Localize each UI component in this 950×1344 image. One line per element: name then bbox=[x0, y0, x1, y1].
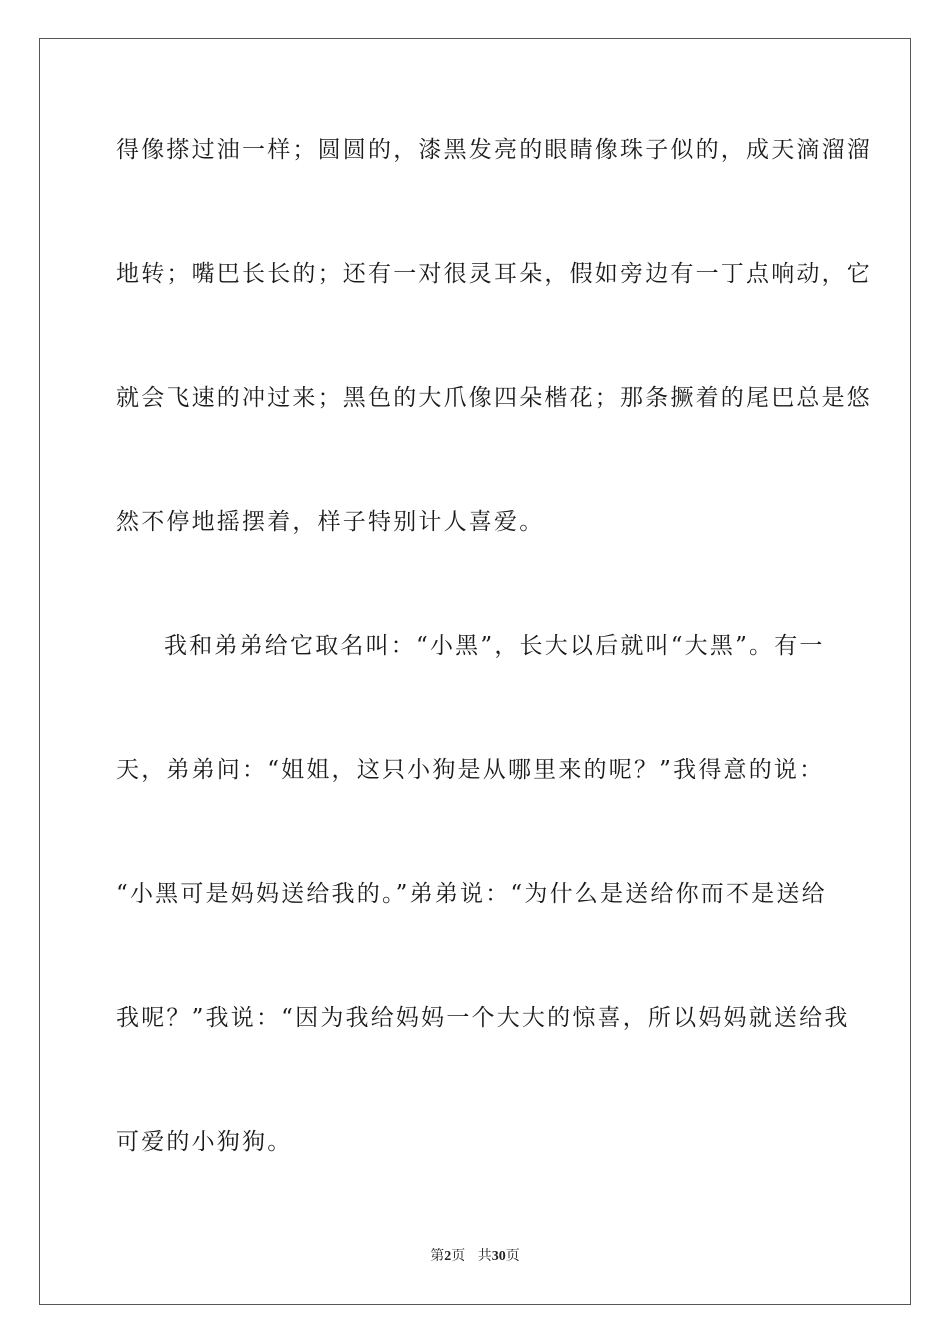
page-border bbox=[39, 38, 911, 1305]
paragraph-start-line: 我和弟弟给它取名叫：“小黑”，长大以后就叫“大黑”。有一 bbox=[164, 633, 825, 659]
text-line-8: 我呢？”我说：“因为我给妈妈一个大大的惊喜，所以妈妈就送给我 bbox=[116, 1005, 850, 1031]
text-line-2: 地转；嘴巴长长的；还有一对很灵耳朵，假如旁边有一丁点响动，它 bbox=[116, 261, 872, 287]
text-line-9: 可爱的小狗狗。 bbox=[116, 1129, 293, 1155]
text-line-1: 得像搽过油一样；圆圆的，漆黑发亮的眼睛像珠子似的，成天滴溜溜 bbox=[116, 137, 872, 163]
page-indicator: 第2页 bbox=[430, 1248, 466, 1264]
text-line-4: 然不停地摇摆着，样子特别计人喜爱。 bbox=[116, 509, 545, 535]
text-line-3: 就会飞速的冲过来；黑色的大爪像四朵楷花；那条撅着的尾巴总是悠 bbox=[116, 385, 872, 411]
page-footer bbox=[0, 1245, 950, 1265]
total-pages-indicator: 共30页 bbox=[477, 1248, 520, 1264]
text-line-7: “小黑可是妈妈送给我的。”弟弟说：“为什么是送给你而不是送给 bbox=[116, 881, 827, 907]
text-line-6: 天，弟弟问：“姐姐，这只小狗是从哪里来的呢？”我得意的说： bbox=[116, 757, 825, 783]
